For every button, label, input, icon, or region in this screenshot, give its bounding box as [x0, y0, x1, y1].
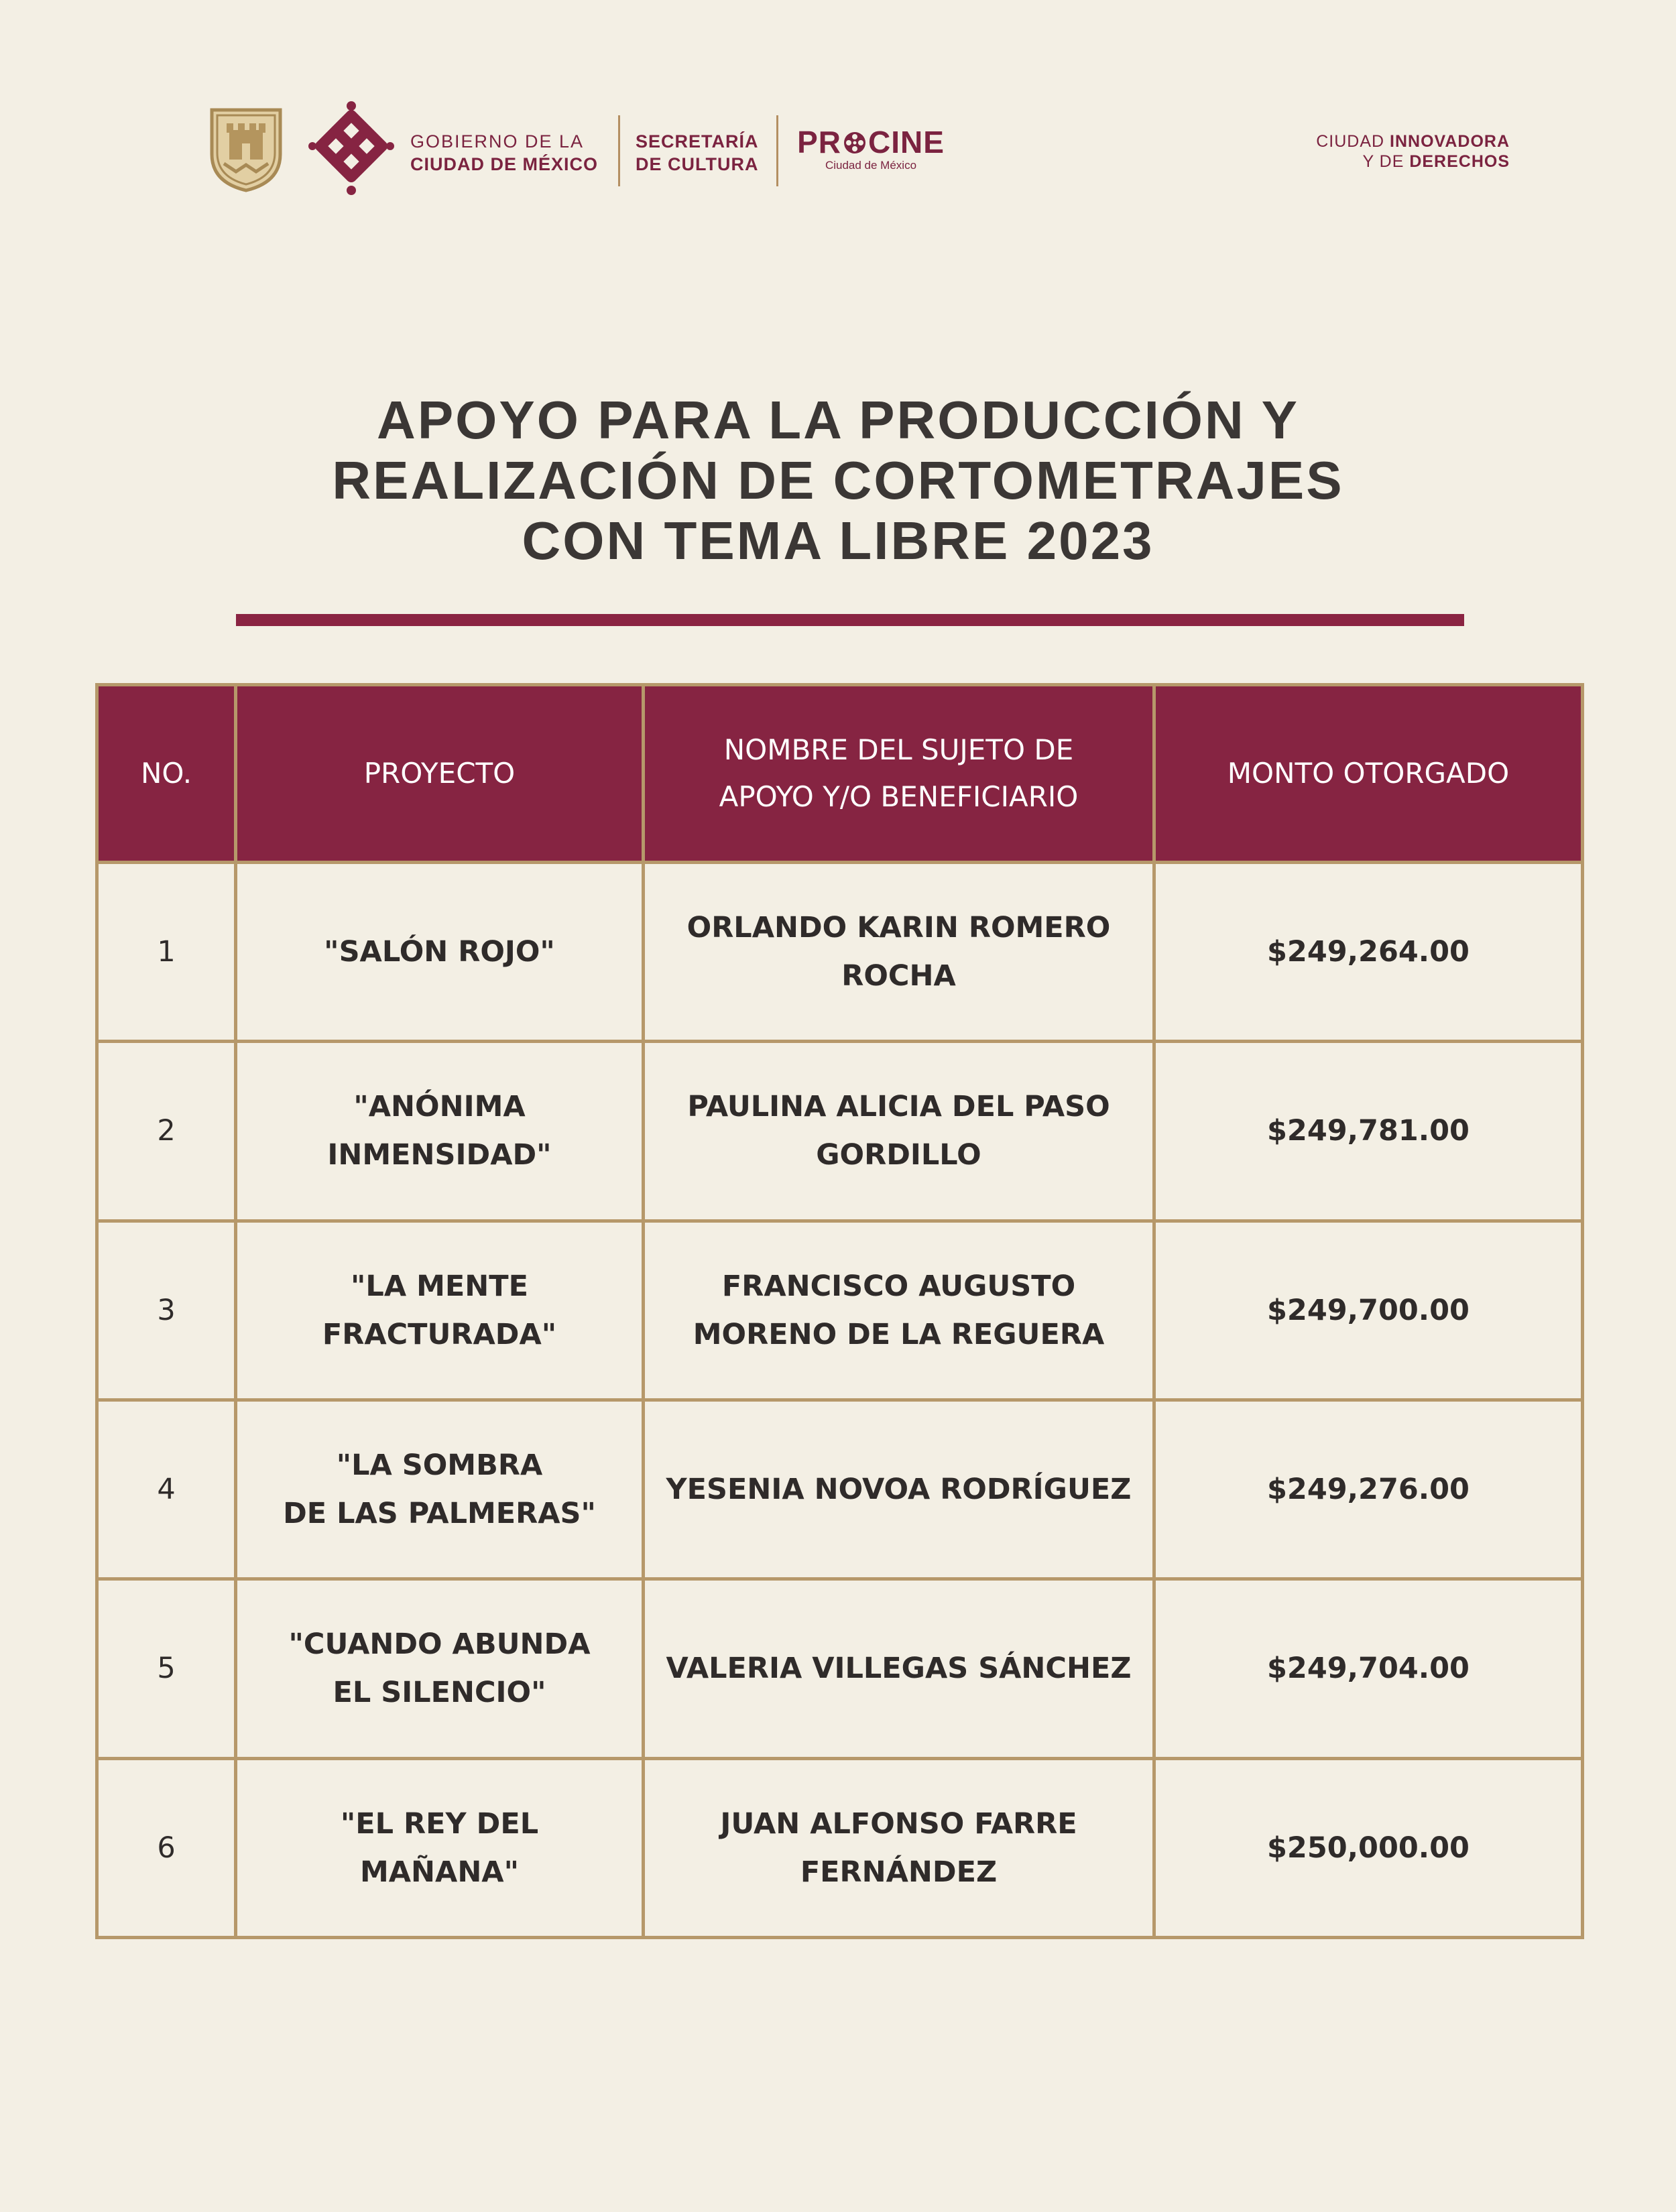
- cell-beneficiary: [644, 863, 1154, 1042]
- gobierno-cdmx-logo-text: [410, 130, 598, 176]
- slogan-line-1: [1316, 131, 1510, 151]
- project-line-1: "LA SOMBRA: [336, 1449, 543, 1483]
- cell-beneficiary: [644, 1400, 1154, 1579]
- project-line-2: INMENSIDAD": [327, 1138, 552, 1172]
- page-title: [168, 390, 1508, 571]
- grants-table: [95, 683, 1584, 1939]
- title-underline: [236, 614, 1464, 626]
- header-beneficiary: [644, 685, 1154, 863]
- table-header-row: [97, 685, 1583, 863]
- project-line-1: "EL REY DEL: [340, 1806, 539, 1841]
- procine-pro: PR: [797, 125, 841, 160]
- procine-wordmark: [794, 126, 948, 158]
- secretaria-line-2: DE CULTURA: [636, 154, 759, 174]
- table-header: [97, 685, 1583, 863]
- project-line-2: MAÑANA": [359, 1855, 519, 1889]
- project-line-2: EL SILENCIO": [333, 1676, 546, 1710]
- cell-amount: $249,704.00: [1154, 1579, 1583, 1758]
- beneficiary-line-1: JUAN ALFONSO FARRE: [720, 1806, 1077, 1841]
- gov-line-1: GOBIERNO DE LA: [410, 131, 585, 151]
- title-line-3: CON TEMA LIBRE 2023: [522, 511, 1154, 570]
- header-divider: [618, 115, 620, 186]
- beneficiary-line-1: ORLANDO KARIN ROMERO: [686, 911, 1111, 945]
- cell-amount: $249,264.00: [1154, 863, 1583, 1042]
- table-body: [97, 863, 1583, 1938]
- header-beneficiary-line-2: APOYO Y/O BENEFICIARIO: [719, 780, 1079, 813]
- beneficiary-line-2: MORENO DE LA REGUERA: [693, 1317, 1105, 1351]
- beneficiary-line-1: FRANCISCO AUGUSTO: [721, 1269, 1076, 1303]
- procine-subtitle: Ciudad de México: [825, 159, 917, 172]
- table-row: [97, 1221, 1583, 1400]
- cell-no: 6: [97, 1758, 236, 1937]
- cell-project: [236, 1400, 644, 1579]
- beneficiary-line-1: PAULINA ALICIA DEL PASO: [687, 1090, 1110, 1124]
- slogan-line-2-regular: Y DE: [1362, 152, 1410, 171]
- slogan: [1316, 131, 1510, 172]
- procine-logo: [794, 126, 948, 172]
- cell-no: 3: [97, 1221, 236, 1400]
- header-divider: [776, 115, 778, 186]
- cell-beneficiary: [644, 1579, 1154, 1758]
- beneficiary-line-1: VALERIA VILLEGAS SÁNCHEZ: [666, 1652, 1132, 1686]
- secretaria-cultura-logo-text: [636, 130, 759, 176]
- title-line-1: APOYO PARA LA PRODUCCIÓN Y: [377, 390, 1299, 450]
- cell-amount: $249,276.00: [1154, 1400, 1583, 1579]
- cell-no: 5: [97, 1579, 236, 1758]
- cell-project: [236, 1758, 644, 1937]
- project-line-1: "CUANDO ABUNDA: [288, 1627, 591, 1662]
- header-no: NO.: [97, 685, 236, 863]
- cell-project: [236, 1579, 644, 1758]
- project-line-1: "ANÓNIMA: [353, 1090, 526, 1124]
- beneficiary-line-2: FERNÁNDEZ: [800, 1855, 998, 1889]
- secretaria-line-1: SECRETARÍA: [636, 131, 759, 151]
- header-project: PROYECTO: [236, 685, 644, 863]
- beneficiary-line-2: ROCHA: [841, 959, 956, 993]
- film-reel-icon: [843, 131, 867, 155]
- cell-project: [236, 1221, 644, 1400]
- gov-line-2: CIUDAD DE MÉXICO: [410, 154, 599, 174]
- cell-beneficiary: [644, 1758, 1154, 1937]
- header-amount: MONTO OTORGADO: [1154, 685, 1583, 863]
- beneficiary-line-2: GORDILLO: [816, 1138, 981, 1172]
- cell-beneficiary: [644, 1221, 1154, 1400]
- cell-project: [236, 863, 644, 1042]
- procine-cine: CINE: [868, 125, 945, 160]
- cell-amount: $250,000.00: [1154, 1758, 1583, 1937]
- slogan-line-1-regular: CIUDAD: [1316, 132, 1390, 151]
- table-row: [97, 1579, 1583, 1758]
- cell-amount: $249,700.00: [1154, 1221, 1583, 1400]
- project-line-1: "SALÓN ROJO": [324, 935, 555, 969]
- project-line-2: DE LAS PALMERAS": [283, 1497, 596, 1531]
- header-beneficiary-line-1: NOMBRE DEL SUJETO DE: [723, 733, 1074, 766]
- table-row: [97, 1042, 1583, 1221]
- page-header: [0, 0, 1676, 214]
- beneficiary-line-1: YESENIA NOVOA RODRÍGUEZ: [666, 1473, 1132, 1507]
- cdmx-shield-icon: [209, 107, 283, 193]
- slogan-line-1-bold: INNOVADORA: [1390, 132, 1510, 151]
- cdmx-knot-emblem-icon: [308, 101, 394, 200]
- cell-no: 2: [97, 1042, 236, 1221]
- table-row: [97, 1400, 1583, 1579]
- cell-no: 1: [97, 863, 236, 1042]
- title-line-2: REALIZACIÓN DE CORTOMETRAJES: [332, 450, 1344, 510]
- cell-amount: $249,781.00: [1154, 1042, 1583, 1221]
- table-row: [97, 1758, 1583, 1937]
- project-line-1: "LA MENTE: [351, 1269, 528, 1303]
- project-line-2: FRACTURADA": [322, 1317, 557, 1351]
- table-row: [97, 863, 1583, 1042]
- slogan-line-2-bold: DERECHOS: [1409, 152, 1510, 171]
- slogan-line-2: [1316, 151, 1510, 172]
- cell-no: 4: [97, 1400, 236, 1579]
- cell-project: [236, 1042, 644, 1221]
- cell-beneficiary: [644, 1042, 1154, 1221]
